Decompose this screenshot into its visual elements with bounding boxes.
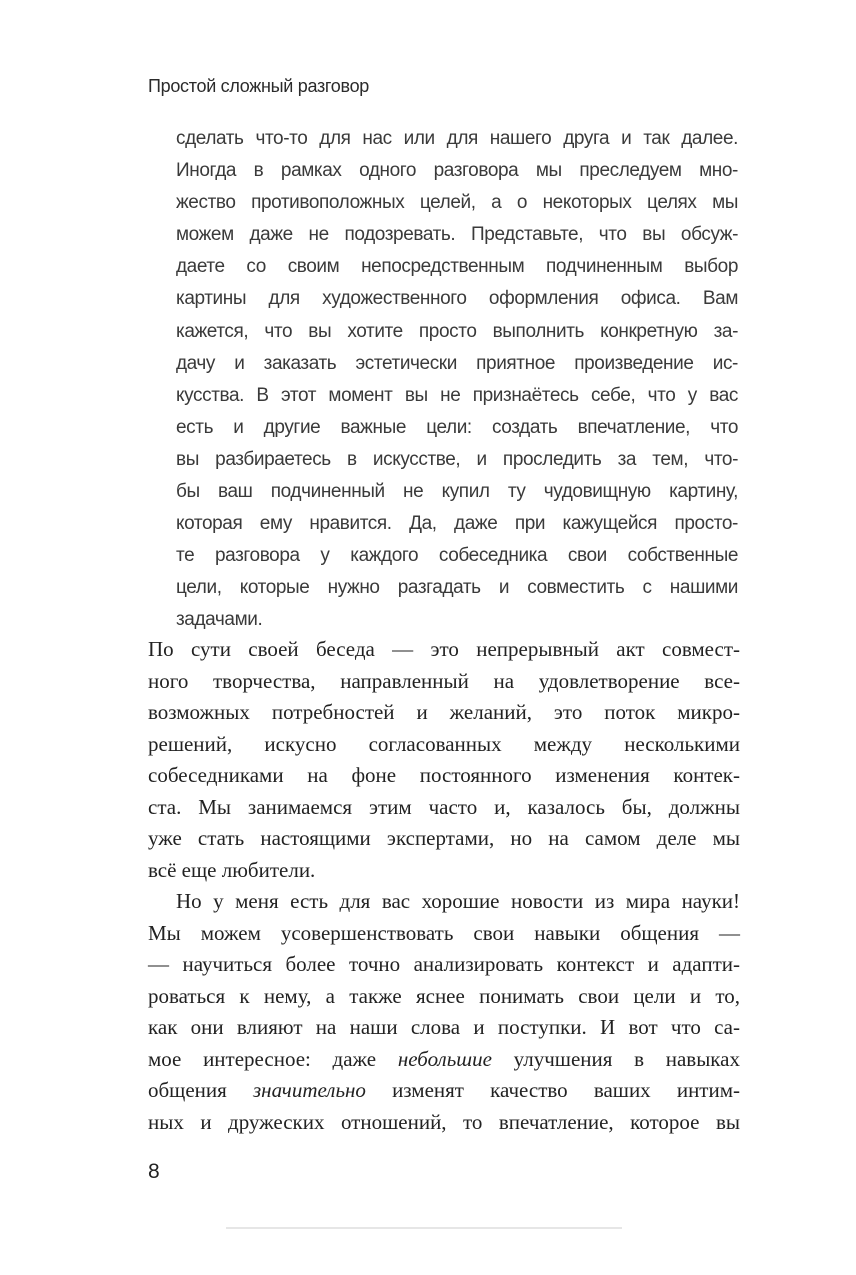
page-number: 8: [148, 1160, 160, 1183]
text-line: задачами.: [176, 609, 263, 631]
text-line: даете со своим непосредственным подчиненным выбор: [176, 256, 738, 278]
text-line: жество противоположных целей, а о некоторых целях мы: [176, 192, 738, 214]
text-line: которая ему нравится. Да, даже при кажущейся просто-: [176, 513, 738, 535]
text-line: возможных потребностей и желаний, это поток микро-: [148, 700, 740, 724]
paragraph-1: [148, 634, 740, 886]
text-span: изменят качество ваших интим-: [365, 1078, 741, 1102]
text-line: всё еще любители.: [148, 857, 316, 882]
text-span: общения: [148, 1078, 253, 1102]
text-line: вы разбираетесь в искусстве, и проследить за тем, что-: [176, 448, 738, 470]
text-line: уже стать настоящими экспертами, но на самом деле мы: [148, 826, 740, 850]
text-line: — научиться более точно анализировать контекст и адапти-: [148, 952, 740, 976]
footer-divider: [226, 1227, 622, 1229]
text-line: собеседниками на фоне постоянного изменения контек-: [148, 763, 740, 787]
text-line: картины для художественного оформления офиса. Вам: [176, 288, 738, 310]
text-line: сделать что-то для нас или для нашего друга и так далее.: [176, 128, 738, 149]
text-line: ного творчества, направленный на удовлетворение все-: [148, 668, 740, 693]
text-line: есть и другие важные цели: создать впечатление, что: [176, 416, 738, 438]
text-line: можем даже не подозревать. Представьте, что вы обсуж-: [176, 224, 738, 246]
paragraph-2: [148, 886, 740, 1138]
running-head: Простой сложный разговор: [148, 76, 369, 96]
text-line: Мы можем усовершенствовать свои навыки общения —: [148, 920, 740, 945]
text-line: те разговора у каждого собеседника свои собственные: [176, 545, 738, 567]
indented-passage: [176, 123, 738, 637]
text-line: [148, 1075, 740, 1107]
text-line: дачу и заказать эстетически приятное произведение ис-: [176, 352, 738, 374]
text-span: мое интересное: даже: [148, 1046, 398, 1071]
text-line: как они влияют на наши слова и поступки. И вот что са-: [148, 1015, 740, 1039]
text-line: решений, искусно согласованных между несколькими: [148, 731, 740, 756]
text-line: кажется, что вы хотите просто выполнить конкретную за-: [176, 320, 738, 342]
text-line: Но у меня есть для вас хорошие новости из мира науки!: [176, 889, 740, 913]
emphasis: небольшие: [397, 1046, 492, 1071]
text-line: кусства. В этот момент вы не признаётесь себе, что у вас: [176, 384, 738, 406]
text-line: По сути своей беседа — это непрерывный акт совмест-: [148, 637, 740, 661]
text-line: бы ваш подчиненный не купил ту чудовищную картину,: [176, 481, 738, 503]
emphasis: значительно: [252, 1078, 366, 1102]
text-line: Иногда в рамках одного разговора мы преследуем мно-: [176, 160, 738, 182]
text-line: ных и дружеских отношений, то впечатление, которое вы: [148, 1109, 740, 1134]
text-line: роваться к нему, а также яснее понимать свои цели и то,: [148, 983, 740, 1008]
text-span: улучшения в навыках: [491, 1046, 741, 1071]
text-line: ста. Мы занимаемся этим часто и, казалось бы, должны: [148, 794, 740, 819]
text-line: [148, 1044, 740, 1076]
text-line: цели, которые нужно разгадать и совместить с нашими: [176, 577, 738, 599]
